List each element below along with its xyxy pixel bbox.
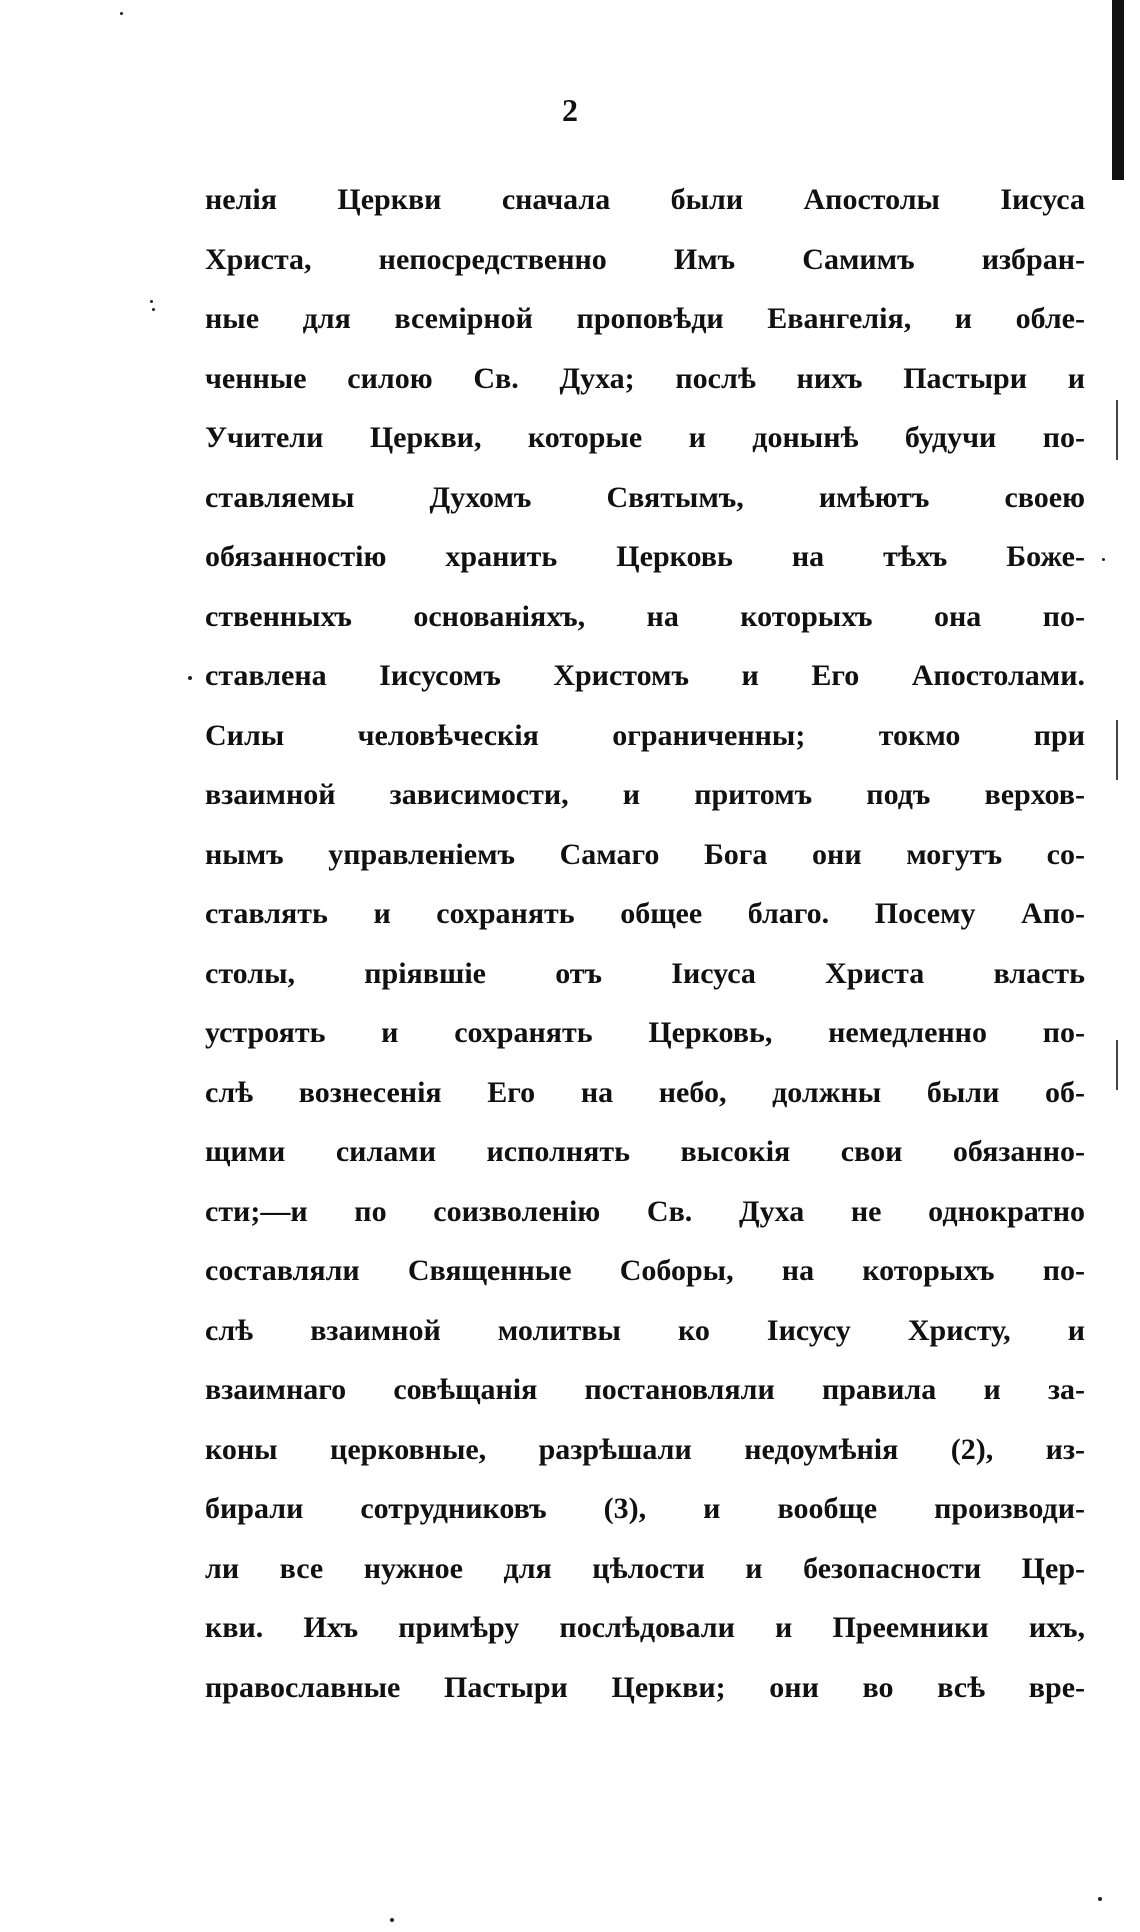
text-line: коны церковные, разрѣшали недоумѣнія (2), из-	[205, 1432, 1085, 1466]
paragraph	[205, 706, 1085, 1718]
text-line: сти;—и по соизволенію Св. Духа не однократно	[205, 1194, 1085, 1228]
page-number: 2	[562, 92, 578, 128]
scan-speck	[152, 308, 155, 311]
text-line: обязанностію хранить Церковь на тѣхъ Боже-	[205, 540, 1085, 573]
page-edge-mark	[1116, 720, 1118, 780]
text-line: устроять и сохранять Церковь, немедленно по-	[205, 1016, 1085, 1049]
text-line: взаимнаго совѣщанія постановляли правила и за-	[205, 1373, 1085, 1406]
text-line: бирали сотрудниковъ (3), и вообще производи-	[205, 1492, 1085, 1525]
text-line: нымъ управленіемъ Самаго Бога они могутъ со-	[205, 837, 1085, 871]
text-line: ставлять и сохранять общее благо. Посему Апо-	[205, 897, 1085, 930]
scan-speck	[188, 676, 192, 680]
text-line: православные Пастыри Церкви; они во всѣ вре-	[205, 1670, 1085, 1704]
text-line: щими силами исполнять высокія свои обязанно-	[205, 1135, 1085, 1168]
text-line: ставлена Іисусомъ Христомъ и Его Апостолами.	[205, 659, 1085, 692]
text-line: составляли Священные Соборы, на которыхъ по-	[205, 1254, 1085, 1287]
paragraph	[205, 170, 1085, 706]
scan-speck	[120, 12, 123, 15]
page-edge-shadow	[1112, 0, 1124, 180]
text-line: ственныхъ основаніяхъ, на которыхъ она по-	[205, 599, 1085, 633]
scan-speck	[1098, 1897, 1102, 1901]
text-line: ные для всемірной проповѣди Евангелія, и обле-	[205, 302, 1085, 335]
page-edge-mark	[1116, 400, 1118, 460]
text-line: взаимной зависимости, и притомъ подъ верхов-	[205, 778, 1085, 811]
text-line: ченные силою Св. Духа; послѣ нихъ Пастыри и	[205, 361, 1085, 395]
text-line: Учители Церкви, которые и донынѣ будучи по-	[205, 421, 1085, 454]
text-line: Силы человѣческія ограниченны; токмо при	[205, 718, 1085, 752]
scan-speck	[1102, 558, 1105, 561]
scan-speck	[390, 1918, 394, 1922]
text-line: нелія Церкви сначала были Апостолы Іисуса	[205, 183, 1085, 216]
text-line: столы, пріявшіе отъ Іисуса Христа власть	[205, 956, 1085, 990]
text-line: кви. Ихъ примѣру послѣдовали и Преемники ихъ,	[205, 1611, 1085, 1644]
text-line: слѣ взаимной молитвы ко Іисусу Христу, и	[205, 1313, 1085, 1347]
page-edge-mark	[1116, 1040, 1118, 1090]
text-line: Христа, непосредственно Имъ Самимъ избран-	[205, 242, 1085, 276]
text-line: слѣ вознесенія Его на небо, должны были об-	[205, 1075, 1085, 1109]
body-text	[205, 170, 1085, 1717]
text-line: ставляемы Духомъ Святымъ, имѣютъ своею	[205, 480, 1085, 514]
text-line: ли все нужное для цѣлости и безопасности Цер-	[205, 1551, 1085, 1585]
scan-speck	[150, 300, 153, 303]
